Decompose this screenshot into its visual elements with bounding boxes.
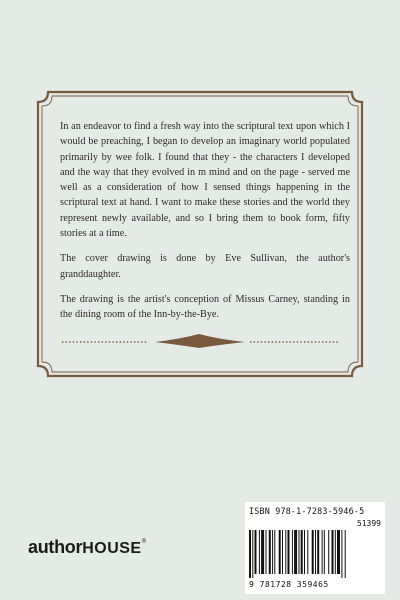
barcode-bar	[288, 530, 290, 574]
publisher-logo-author: author	[28, 537, 83, 557]
blurb-paragraph-1: In an endeavor to find a fresh way into the scriptural text upon which I would be preaching, I began to develop an imaginary world populated primarily by wee folk. I found that they - the characters I developed and the way that they evolved in m mind and on the page - served me well as a consideration of how I sensed things happening in the scriptural text at hand. I want to make these stories and the world they represent newly available, and so I bring them to book form, fifty stories at a time.	[60, 121, 350, 240]
barcode-bar	[322, 530, 323, 574]
barcode-bar	[307, 530, 308, 574]
publisher-logo-house: HOUSE	[82, 540, 142, 557]
barcode-bar	[345, 530, 346, 578]
barcode-bar	[328, 530, 329, 574]
back-cover-blurb	[60, 119, 350, 333]
barcode-bar	[285, 530, 286, 574]
barcode-bar	[315, 530, 316, 574]
barcode-bar	[304, 530, 305, 574]
barcode-bar	[272, 530, 273, 574]
isbn-barcode-block	[245, 502, 385, 594]
barcode-bar	[279, 530, 281, 574]
barcode-bar	[255, 530, 257, 574]
barcode-bar	[282, 530, 283, 574]
barcode-icon	[249, 530, 381, 578]
barcode-bar	[335, 530, 336, 574]
barcode-bar	[249, 530, 251, 578]
barcode-bar	[294, 530, 297, 574]
barcode-bar	[261, 530, 264, 574]
barcode-bar	[266, 530, 267, 574]
barcode-digits: 9 781728 359465	[249, 580, 329, 589]
barcode-bar	[341, 530, 342, 578]
barcode-bar	[312, 530, 314, 574]
barcode-bar	[337, 530, 340, 574]
divider-ornament	[155, 334, 245, 348]
barcode-bar	[252, 530, 253, 578]
publisher-logo	[28, 537, 146, 558]
barcode-bar	[274, 530, 275, 574]
barcode-bar	[292, 530, 293, 574]
isbn-label: ISBN 978-1-7283-5946-5	[249, 506, 365, 516]
price-code: 51399	[356, 519, 381, 528]
barcode-bar	[332, 530, 334, 574]
barcode-bar	[269, 530, 271, 574]
blurb-paragraph-3: The drawing is the artist's conception of Missus Carney, standing in the dining room of the Inn-by-the-Bye.	[60, 293, 350, 321]
barcode-bar	[317, 530, 319, 574]
barcode-bar	[301, 530, 303, 574]
registered-mark: ®	[141, 539, 147, 545]
barcode-bar	[324, 530, 325, 574]
barcode-bar	[259, 530, 260, 574]
blurb-paragraph-2: The cover drawing is done by Eve Sullivan, the author's granddaughter.	[60, 253, 350, 280]
barcode-bar	[299, 530, 300, 574]
